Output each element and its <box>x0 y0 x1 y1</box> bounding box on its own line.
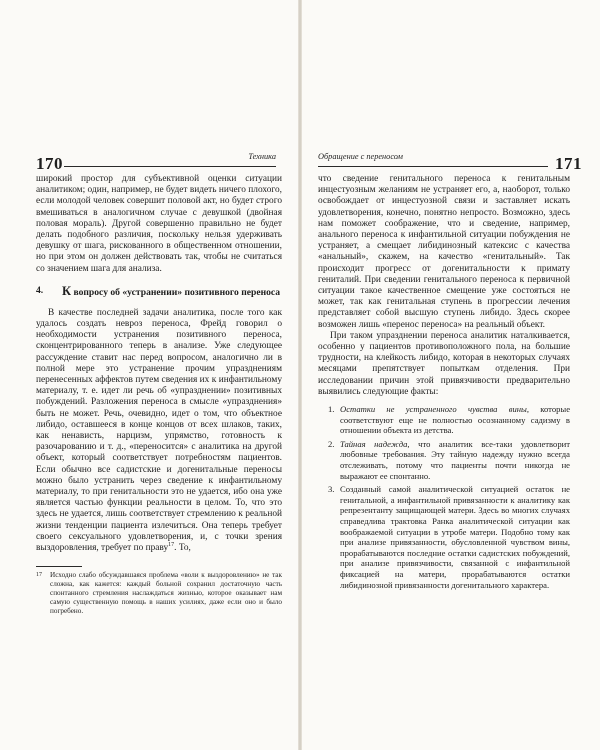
section-heading <box>36 285 282 299</box>
list-item-number: 2. <box>328 438 335 449</box>
footnote <box>36 571 282 616</box>
right-page <box>302 0 600 750</box>
footnote-rule <box>36 566 82 567</box>
running-head-right: Обращение с переносом <box>318 152 403 161</box>
header-rule-left <box>64 166 276 167</box>
list-item-text <box>340 439 570 481</box>
paragraph-main-text: В качестве последней задачи аналитика, после того как удалось создать невроз переноса, Фрейд говорил о необходимости устранения позитивного переноса, сконцентрированного теперь в анализе. Уже следующее рассуждение ставит нас перед вопросом, аналогично ли в полной мере это устранение прочим упразднениям перенесенных аффектов путем сведения их к инфантильному материалу, т. е. идет ли речь об «упразднении» позитивных побуждений. Разложения переноса в смысле «упразднения» быть не может. Речь, очевидно, идет о том, что объектное либидо, оставшееся в конце концов от всех шлаков, таких, как ненависть, нарцизм, упрямство, готовность к разочарованию и т. д., «переносится» с аналитика на другой объект, который соответствует потребностям пациентов. Если обычно все садистские и догенитальные переносы можно было устранить через сведение к инфантильному материалу, то при генитальности это не удается, ибо она уже является частью функции реальности в целом. То, что это здесь не удается, лишь соответствует стремлению к реальной жизни тенденции пациента излечиться. Она теперь требует своего сексуального удовлетворения, и, с точки зрения выздоровления, требует по праву <box>36 307 282 554</box>
list-item <box>318 439 570 481</box>
header-rule-right <box>318 166 548 167</box>
list-item <box>318 404 570 436</box>
footnote-reference[interactable]: 17 <box>168 541 175 548</box>
left-page-body <box>36 174 282 616</box>
list-item-lead: Тайная надежда <box>340 438 408 449</box>
left-page <box>0 0 298 750</box>
footnote-mark: 17 <box>36 572 42 579</box>
page-number-left: 170 <box>36 154 63 173</box>
list-item-rest: Созданный самой аналитической ситуацией остаток не генитальной, а инфантильной привязанности к аналитику как репрезентанту защищающей матери. Здесь во многих случаях справедлива трактовка Ранка аналитической ситуации как воображаемой ситуации в утробе матери. Подобно тому как при анализе привязанности, обусловленной чувством вины, прорабатываются последние остатки садистских побуждений, при анализе привязчивости, связанной с инфантильной фиксацией на матери, прорабатываются остатки либидинозной привязанности догенитального характера. <box>340 484 570 590</box>
list-item-text <box>340 404 570 436</box>
section-number: 4. <box>36 284 44 296</box>
list-item <box>318 484 570 590</box>
section-title-lead: К <box>62 283 72 298</box>
list-item-number: 3. <box>328 484 335 495</box>
page-number-right: 171 <box>555 154 582 173</box>
list-item-rest: , что аналитик все-таки удовлетворит любовные требования. Эту тайную надежду нужно всегда отслеживать, потому что пациенты почти никогда не выражают ее спонтанно. <box>340 438 570 481</box>
footnote-text: Исходно слабо обсуждавшаяся проблема «воли к выздоровлению» не так сложна, как кажется: каждый больной сохранил достаточную часть спонтанного стремления наслаждаться жизнью, которое оказывает нам самую существенную помощь в наших усилиях, даже если оно и было погребено. <box>50 571 282 616</box>
paragraph-2: При таком упразднении переноса аналитик наталкивается, особенно у пациентов противоположного пола, на большие трудности, на клейкость либидо, которая в некоторых случаях месяцами препятствует попыткам отделения. При исследовании причин этой привязчивости предварительно выявились следующие факты: <box>318 330 570 397</box>
paragraph-main-end: . То, <box>174 543 191 554</box>
right-page-body <box>318 174 570 593</box>
facts-list <box>318 404 570 590</box>
paragraph-intro: широкий простор для субъективной оценки ситуации аналитиком; один, например, не будет видеть ничего плохого, если молодой человек совершит половой акт, но будет строго вмешиваться в аналогичном случае с девушкой (двойная половая мораль). Другой совершенно правильно не будет делать подобного различия, поскольку нельзя удерживать девушку от шага, рискованного в общественном отношении, но при этом он должен действовать так, чтобы не считаться со значением шага для анализа. <box>36 174 282 274</box>
running-head-left: Техника <box>248 152 276 161</box>
list-item-text <box>340 484 570 590</box>
paragraph-1: что сведение генитального переноса к генитальным инцестуозным желаниям не устраняет его, а, наоборот, только освобождает от инцестуозной связи и заставляет искать удовлетворения, конечно, понятно непросто. Возможно, здесь нам поможет соображение, что и сведение, например, анального переноса к инфантильной ситуации побуждения не устраняет, а смещает либидинозный катексис с качества «анальный», скажем, на качество «генитальный». Так происходит прогресс от догенитальности к примату гениталий. При сведении генитального переноса к первичной ситуации такое качественное смещение уже состояться не может, так как генитальная ступень в прогрессии лечения представляет собой высшую ступень либидо. Здесь скорее возможен лишь «перенос переноса» на реальный объект. <box>318 174 570 330</box>
list-item-number: 1. <box>328 404 335 415</box>
list-item-lead: Остатки не устраненного чувства вины <box>340 404 527 415</box>
section-title-rest: вопросу об «устранении» позитивного переноса <box>73 286 281 298</box>
list-item-rest: , которые соответствуют еще не полностью осознанному садизму в отношении объекта из детства. <box>340 404 571 436</box>
section-title <box>62 285 282 299</box>
paragraph-main <box>36 308 282 554</box>
